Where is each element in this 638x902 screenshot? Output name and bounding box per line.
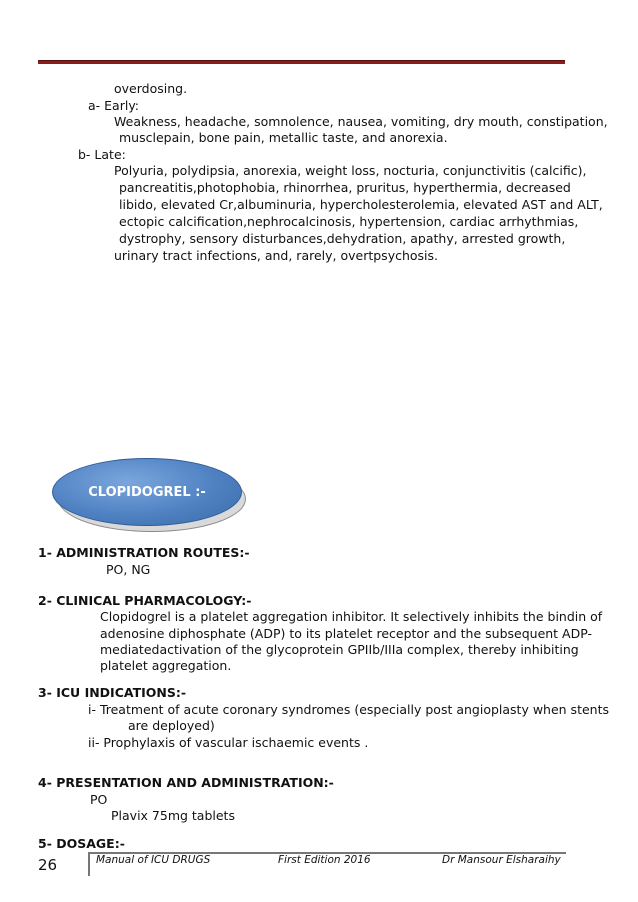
early-label: a- Early: (88, 98, 140, 113)
late-line: pancreatitis,photophobia, rhinorrhea, pruritus, hyperthermia, decreased (119, 180, 571, 195)
footer-edition: First Edition 2016 (278, 854, 371, 866)
routes-heading: 1- ADMINISTRATION ROUTES:- (38, 545, 250, 560)
badge-ellipse (52, 458, 242, 526)
footer-divider (88, 852, 90, 876)
pharmacology-heading: 2- CLINICAL PHARMACOLOGY:- (38, 593, 252, 608)
late-line: Polyuria, polydipsia, anorexia, weight loss, nocturia, conjunctivitis (calcific), (114, 163, 587, 178)
icu-indications-heading: 3- ICU INDICATIONS:- (38, 685, 187, 700)
pharmacology-line: Clopidogrel is a platelet aggregation inhibitor. It selectively inhibits the bindin of (100, 609, 603, 624)
page-number: 26 (38, 856, 58, 874)
indication-item: ii- Prophylaxis of vascular ischaemic events . (88, 735, 369, 750)
late-line: ectopic calcification,nephrocalcinosis, hypertension, cardiac arrhythmias, (119, 214, 579, 229)
overdose-lead: overdosing. (114, 81, 188, 96)
dosage-heading: 5- DOSAGE:- (38, 836, 125, 851)
late-line: dystrophy, sensory disturbances,dehydration, apathy, arrested growth, (119, 231, 566, 246)
early-line: Weakness, headache, somnolence, nausea, vomiting, dry mouth, constipation, (114, 114, 608, 129)
early-line: musclepain, bone pain, metallic taste, and anorexia. (119, 130, 448, 145)
late-line: urinary tract infections, and, rarely, overtpsychosis. (114, 248, 439, 263)
drug-name: CLOPIDOGREL :- (88, 484, 206, 500)
pharmacology-line: mediatedactivation of the glycoprotein GPIIb/IIIa complex, thereby inhibiting (100, 642, 579, 657)
presentation-product: Plavix 75mg tablets (111, 808, 235, 823)
late-label: b- Late: (78, 147, 126, 162)
indication-item: i- Treatment of acute coronary syndromes (especially post angioplasty when stents (88, 702, 609, 717)
pharmacology-line: platelet aggregation. (100, 658, 232, 673)
footer-manual-title: Manual of ICU DRUGS (96, 854, 211, 866)
presentation-route: PO (90, 792, 108, 807)
indication-item: are deployed) (128, 718, 215, 733)
header-rule (38, 60, 565, 64)
presentation-heading: 4- PRESENTATION AND ADMINISTRATION:- (38, 775, 334, 790)
footer-author: Dr Mansour Elsharaihy (442, 854, 561, 866)
pharmacology-line: adenosine diphosphate (ADP) to its platelet receptor and the subsequent ADP- (100, 626, 593, 641)
drug-title-badge (52, 458, 247, 533)
routes-text: PO, NG (106, 562, 151, 577)
late-line: libido, elevated Cr,albuminuria, hypercholesterolemia, elevated AST and ALT, (119, 197, 603, 212)
